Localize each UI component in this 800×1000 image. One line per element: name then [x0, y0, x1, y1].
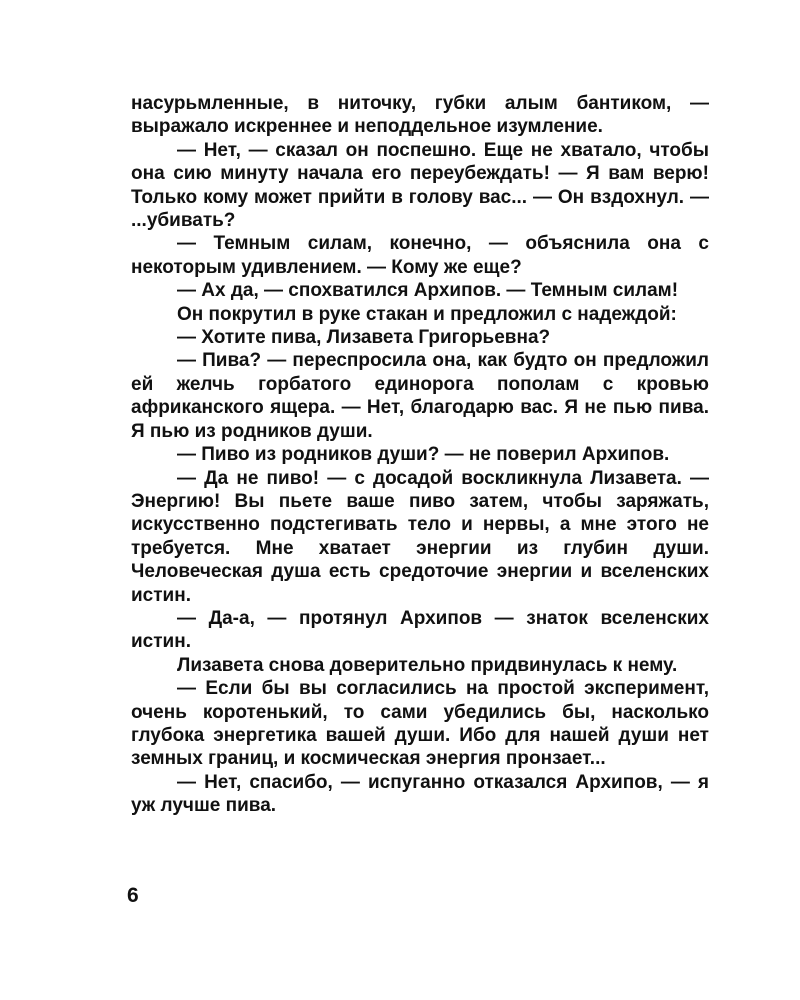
- paragraph: — Если бы вы согласились на простой эксперимент, очень коротенький, то сами убедились бы, насколько глубока энергетика вашей души. Ибо для нашей души нет земных границ, и космическая энергия пронзает...: [131, 678, 709, 770]
- paragraph: — Темным силам, конечно, — объяснила она с некоторым удивлением. — Кому же еще?: [131, 233, 709, 278]
- paragraph: — Да-а, — протянул Архипов — знаток вселенских истин.: [131, 607, 709, 653]
- paragraph: — Ах да, — спохватился Архипов. — Темным силам!: [177, 280, 679, 302]
- body-text: [131, 92, 709, 818]
- paragraph: — Пива? — переспросила она, как будто он предложил ей желчь горбатого единорога пополам с кровью африканского ящера. — Нет, благодарю вас. Я не пью пива. Я пью из родников души.: [131, 350, 709, 442]
- paragraph: — Нет, — сказал он поспешно. Еще не хватало, чтобы она сию минуту начала его переубеждать! — Я вам верю! Только кому может прийти в голову вас... — Он вздохнул. — ...убивать?: [131, 139, 709, 232]
- paragraph: — Хотите пива, Лизавета Григорьевна?: [177, 327, 551, 349]
- paragraph: Лизавета снова доверительно придвинулась к нему.: [177, 654, 678, 676]
- paragraph: — Да не пиво! — с досадой воскликнула Лизавета. — Энергию! Вы пьете ваше пиво затем, чтобы заряжать, искусственно подстегивать тело и нервы, а мне этого не требуется. Мне хватает энергии из глубин души. Человеческая душа есть средоточие энергии и вселенских истин.: [131, 467, 709, 606]
- paragraph: Он покрутил в руке стакан и предложил с надеждой:: [177, 303, 677, 325]
- paragraph: — Нет, спасибо, — испуганно отказался Архипов, — я уж лучше пива.: [131, 771, 709, 817]
- page-number: 6: [127, 884, 139, 907]
- paragraph: насурьмленные, в ниточку, губки алым бантиком, — выражало искреннее и неподдельное изумление.: [131, 93, 709, 138]
- paragraph: — Пиво из родников души? — не поверил Архипов.: [177, 444, 670, 466]
